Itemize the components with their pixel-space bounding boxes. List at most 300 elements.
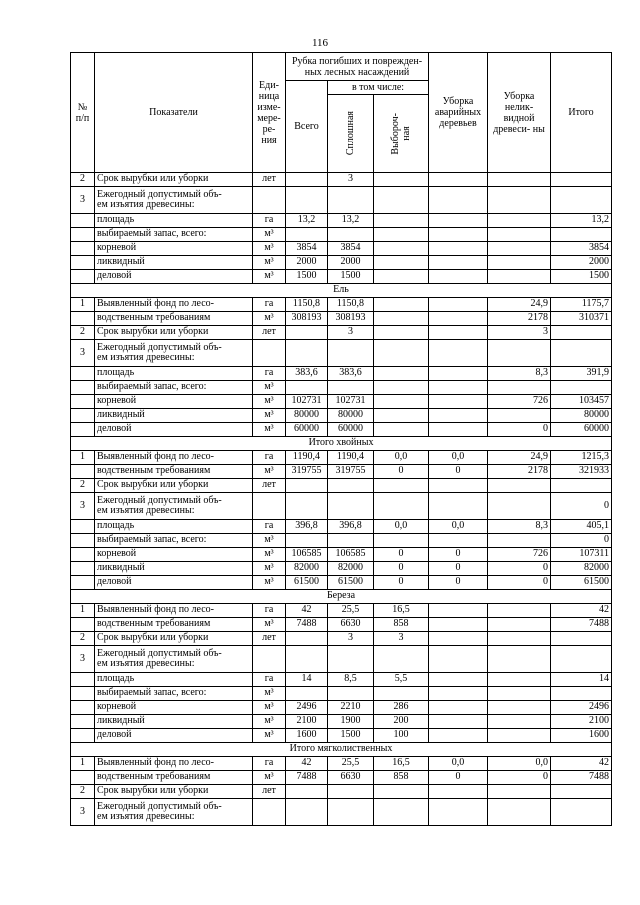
cell-solid: [328, 479, 374, 493]
row-num: [71, 381, 95, 395]
cell-selective: [374, 493, 429, 520]
cell-total-all: [286, 326, 328, 340]
cell-solid: 319755: [328, 465, 374, 479]
row-num: 2: [71, 479, 95, 493]
cell-emergency: 0: [429, 548, 488, 562]
cell-selective: [374, 214, 429, 228]
row-unit: м³: [253, 312, 286, 326]
cell-illiquid: [488, 534, 551, 548]
row-name: Выявленный фонд по лесо-: [95, 604, 253, 618]
table-row: [71, 451, 612, 465]
row-unit: лет: [253, 632, 286, 646]
cell-selective: 0,0: [374, 451, 429, 465]
cell-solid: 3: [328, 326, 374, 340]
row-name: ликвидный: [95, 409, 253, 423]
row-num: 3: [71, 646, 95, 673]
cell-solid: 60000: [328, 423, 374, 437]
row-num: [71, 729, 95, 743]
cell-emergency: [429, 214, 488, 228]
cell-illiquid: [488, 256, 551, 270]
cell-selective: [374, 395, 429, 409]
cell-illiquid: [488, 673, 551, 687]
table-row: [71, 187, 612, 214]
cell-selective: [374, 256, 429, 270]
cell-selective: 0: [374, 465, 429, 479]
cell-emergency: [429, 326, 488, 340]
cell-illiquid: 2178: [488, 312, 551, 326]
cell-selective: [374, 340, 429, 367]
table-row: [71, 562, 612, 576]
cell-emergency: [429, 298, 488, 312]
cell-selective: [374, 298, 429, 312]
row-name: Ежегодный допустимый объ- ем изъятия древесины:: [95, 340, 253, 367]
cell-total-all: 308193: [286, 312, 328, 326]
cell-total-all: [286, 340, 328, 367]
row-name: водственным требованиям: [95, 771, 253, 785]
cell-emergency: 0: [429, 562, 488, 576]
row-num: [71, 687, 95, 701]
header-total: Итого: [551, 53, 612, 173]
row-name: Ежегодный допустимый объ- ем изъятия древесины:: [95, 493, 253, 520]
cell-selective: [374, 479, 429, 493]
row-unit: м³: [253, 395, 286, 409]
row-name: Ежегодный допустимый объ- ем изъятия древесины:: [95, 187, 253, 214]
row-unit: м³: [253, 465, 286, 479]
row-num: [71, 534, 95, 548]
cell-selective: 0: [374, 548, 429, 562]
cell-illiquid: [488, 646, 551, 673]
row-name: выбираемый запас, всего:: [95, 687, 253, 701]
cell-solid: [328, 228, 374, 242]
table-row: [71, 701, 612, 715]
cell-emergency: 0: [429, 576, 488, 590]
cell-emergency: 0: [429, 771, 488, 785]
row-num: [71, 562, 95, 576]
row-num: [71, 423, 95, 437]
table-row: [71, 395, 612, 409]
cell-total-all: [286, 534, 328, 548]
cell-total: 2000: [551, 256, 612, 270]
cell-solid: [328, 687, 374, 701]
cell-solid: 2000: [328, 256, 374, 270]
header-solid: [328, 95, 374, 173]
row-num: [71, 673, 95, 687]
cell-emergency: [429, 228, 488, 242]
table-row: [71, 312, 612, 326]
cell-selective: [374, 646, 429, 673]
cell-illiquid: [488, 228, 551, 242]
row-name: корневой: [95, 395, 253, 409]
header-selective: [374, 95, 429, 173]
cell-solid: 6630: [328, 771, 374, 785]
cell-selective: 16,5: [374, 757, 429, 771]
cell-solid: 6630: [328, 618, 374, 632]
row-unit: га: [253, 298, 286, 312]
row-unit: га: [253, 214, 286, 228]
row-name: Срок вырубки или уборки: [95, 173, 253, 187]
cell-emergency: [429, 785, 488, 799]
row-unit: м³: [253, 423, 286, 437]
row-num: [71, 228, 95, 242]
cell-total-all: 1190,4: [286, 451, 328, 465]
cell-total-all: 80000: [286, 409, 328, 423]
cell-solid: [328, 381, 374, 395]
cell-illiquid: [488, 715, 551, 729]
row-name: водственным требованиям: [95, 465, 253, 479]
row-num: [71, 395, 95, 409]
cell-illiquid: [488, 687, 551, 701]
row-num: [71, 465, 95, 479]
row-unit: [253, 646, 286, 673]
cell-selective: 0: [374, 576, 429, 590]
cell-total: 7488: [551, 771, 612, 785]
cell-solid: 102731: [328, 395, 374, 409]
row-unit: м³: [253, 562, 286, 576]
cell-emergency: [429, 173, 488, 187]
cell-emergency: [429, 701, 488, 715]
row-num: [71, 618, 95, 632]
row-unit: лет: [253, 173, 286, 187]
row-name: площадь: [95, 520, 253, 534]
row-name: Выявленный фонд по лесо-: [95, 757, 253, 771]
row-unit: га: [253, 451, 286, 465]
row-num: [71, 715, 95, 729]
cell-selective: [374, 312, 429, 326]
cell-illiquid: [488, 381, 551, 395]
row-unit: м³: [253, 687, 286, 701]
row-unit: м³: [253, 548, 286, 562]
row-name: корневой: [95, 548, 253, 562]
cell-solid: 1900: [328, 715, 374, 729]
cell-total-all: 2496: [286, 701, 328, 715]
cell-solid: 308193: [328, 312, 374, 326]
row-unit: м³: [253, 771, 286, 785]
table-row: [71, 687, 612, 701]
section-row: [71, 590, 612, 604]
cell-emergency: [429, 715, 488, 729]
cell-solid: 1500: [328, 270, 374, 284]
row-num: [71, 242, 95, 256]
cell-total-all: 1600: [286, 729, 328, 743]
cell-total: 310371: [551, 312, 612, 326]
table-row: [71, 534, 612, 548]
cell-illiquid: [488, 799, 551, 826]
cell-total: 1600: [551, 729, 612, 743]
row-name: корневой: [95, 701, 253, 715]
cell-selective: [374, 270, 429, 284]
row-num: [71, 576, 95, 590]
cell-total-all: 396,8: [286, 520, 328, 534]
table-row: [71, 799, 612, 826]
cell-emergency: [429, 673, 488, 687]
row-name: площадь: [95, 367, 253, 381]
row-name: Срок вырубки или уборки: [95, 479, 253, 493]
header-including: в том числе:: [328, 81, 429, 95]
cell-solid: 25,5: [328, 604, 374, 618]
cell-illiquid: [488, 493, 551, 520]
cell-total: 0: [551, 534, 612, 548]
row-name: Выявленный фонд по лесо-: [95, 298, 253, 312]
cell-illiquid: [488, 729, 551, 743]
cell-total-all: 7488: [286, 618, 328, 632]
cell-selective: [374, 409, 429, 423]
cell-selective: 5,5: [374, 673, 429, 687]
cell-selective: 858: [374, 771, 429, 785]
row-name: выбираемый запас, всего:: [95, 381, 253, 395]
row-unit: га: [253, 367, 286, 381]
cell-total: 1500: [551, 270, 612, 284]
cell-selective: [374, 799, 429, 826]
table-row: [71, 298, 612, 312]
cell-total-all: [286, 687, 328, 701]
cell-illiquid: 0: [488, 771, 551, 785]
cell-solid: [328, 340, 374, 367]
cell-emergency: [429, 395, 488, 409]
table-body: [71, 173, 612, 826]
cell-emergency: [429, 799, 488, 826]
table-row: [71, 493, 612, 520]
cell-emergency: [429, 270, 488, 284]
table-row: [71, 785, 612, 799]
cell-solid: 82000: [328, 562, 374, 576]
cell-illiquid: 24,9: [488, 298, 551, 312]
cell-illiquid: 0,0: [488, 757, 551, 771]
cell-emergency: 0,0: [429, 757, 488, 771]
cell-emergency: [429, 479, 488, 493]
row-unit: м³: [253, 270, 286, 284]
row-unit: м³: [253, 618, 286, 632]
row-unit: [253, 799, 286, 826]
row-num: [71, 548, 95, 562]
cell-illiquid: [488, 632, 551, 646]
row-name: площадь: [95, 214, 253, 228]
cell-total-all: 1500: [286, 270, 328, 284]
cell-selective: [374, 534, 429, 548]
cell-selective: [374, 187, 429, 214]
cell-solid: 8,5: [328, 673, 374, 687]
table-row: [71, 729, 612, 743]
row-unit: м³: [253, 256, 286, 270]
cell-emergency: 0: [429, 465, 488, 479]
cell-solid: 2210: [328, 701, 374, 715]
cell-selective: [374, 367, 429, 381]
table-row: [71, 423, 612, 437]
header-total-all: Всего: [286, 81, 328, 173]
cell-total: [551, 785, 612, 799]
row-num: [71, 312, 95, 326]
row-num: 3: [71, 493, 95, 520]
header-emergency: Уборка аварийных деревьев: [429, 53, 488, 173]
cell-total: 103457: [551, 395, 612, 409]
cell-total-all: 14: [286, 673, 328, 687]
row-num: [71, 270, 95, 284]
section-row: [71, 437, 612, 451]
row-name: ликвидный: [95, 256, 253, 270]
row-name: Срок вырубки или уборки: [95, 632, 253, 646]
row-unit: лет: [253, 326, 286, 340]
row-num: 3: [71, 187, 95, 214]
table-row: [71, 326, 612, 340]
cell-total: [551, 340, 612, 367]
cell-total: 42: [551, 604, 612, 618]
row-unit: м³: [253, 534, 286, 548]
forest-felling-table: [70, 52, 612, 826]
row-num: 2: [71, 173, 95, 187]
table-row: [71, 548, 612, 562]
cell-solid: [328, 534, 374, 548]
row-unit: [253, 493, 286, 520]
cell-illiquid: [488, 214, 551, 228]
row-num: 2: [71, 326, 95, 340]
cell-solid: 396,8: [328, 520, 374, 534]
cell-solid: [328, 785, 374, 799]
cell-total-all: 1150,8: [286, 298, 328, 312]
table-row: [71, 381, 612, 395]
cell-solid: 25,5: [328, 757, 374, 771]
row-name: деловой: [95, 729, 253, 743]
cell-total: 61500: [551, 576, 612, 590]
header-felling: Рубка погибших и поврежден- ных лесных насаждений: [286, 53, 429, 81]
cell-illiquid: 0: [488, 576, 551, 590]
cell-selective: 286: [374, 701, 429, 715]
cell-illiquid: 8,3: [488, 367, 551, 381]
cell-selective: [374, 173, 429, 187]
cell-emergency: [429, 632, 488, 646]
cell-selective: [374, 326, 429, 340]
cell-emergency: [429, 604, 488, 618]
cell-emergency: [429, 242, 488, 256]
row-num: 2: [71, 632, 95, 646]
row-name: площадь: [95, 673, 253, 687]
cell-solid: 3: [328, 632, 374, 646]
section-title: Итого мягколиственных: [71, 743, 612, 757]
cell-total-all: 7488: [286, 771, 328, 785]
cell-illiquid: [488, 340, 551, 367]
row-num: [71, 701, 95, 715]
cell-solid: 80000: [328, 409, 374, 423]
cell-illiquid: 0: [488, 562, 551, 576]
table-row: [71, 367, 612, 381]
cell-selective: [374, 785, 429, 799]
cell-total: [551, 326, 612, 340]
cell-total: [551, 479, 612, 493]
cell-total: 3854: [551, 242, 612, 256]
cell-total: 107311: [551, 548, 612, 562]
row-num: [71, 409, 95, 423]
section-row: [71, 284, 612, 298]
cell-emergency: [429, 340, 488, 367]
cell-solid: 1150,8: [328, 298, 374, 312]
row-num: 1: [71, 604, 95, 618]
cell-emergency: [429, 729, 488, 743]
page-number: 116: [311, 37, 329, 49]
cell-selective: 100: [374, 729, 429, 743]
cell-total: [551, 687, 612, 701]
row-unit: га: [253, 757, 286, 771]
row-name: Выявленный фонд по лесо-: [95, 451, 253, 465]
cell-illiquid: [488, 785, 551, 799]
cell-emergency: [429, 618, 488, 632]
cell-solid: 3: [328, 173, 374, 187]
cell-emergency: [429, 534, 488, 548]
table-row: [71, 618, 612, 632]
cell-solid: 383,6: [328, 367, 374, 381]
cell-selective: 3: [374, 632, 429, 646]
cell-total: 14: [551, 673, 612, 687]
cell-emergency: [429, 409, 488, 423]
row-num: 1: [71, 757, 95, 771]
row-num: 2: [71, 785, 95, 799]
row-num: 3: [71, 340, 95, 367]
cell-total: 0: [551, 493, 612, 520]
table-row: [71, 576, 612, 590]
cell-total-all: [286, 646, 328, 673]
row-name: корневой: [95, 242, 253, 256]
cell-solid: [328, 646, 374, 673]
cell-selective: [374, 381, 429, 395]
cell-illiquid: [488, 173, 551, 187]
cell-illiquid: 8,3: [488, 520, 551, 534]
row-name: деловой: [95, 270, 253, 284]
cell-total-all: [286, 479, 328, 493]
row-num: [71, 214, 95, 228]
header-illiquid: Уборка нелик- видной древеси- ны: [488, 53, 551, 173]
cell-total: 2100: [551, 715, 612, 729]
header-unit: Еди- ница изме- мере- ре- ния: [253, 53, 286, 173]
row-unit: м³: [253, 576, 286, 590]
cell-selective: [374, 242, 429, 256]
cell-emergency: [429, 493, 488, 520]
cell-illiquid: [488, 270, 551, 284]
row-name: водственным требованиям: [95, 618, 253, 632]
row-unit: лет: [253, 479, 286, 493]
row-name: деловой: [95, 423, 253, 437]
table-row: [71, 173, 612, 187]
cell-total: 1175,7: [551, 298, 612, 312]
cell-total: 82000: [551, 562, 612, 576]
cell-illiquid: [488, 479, 551, 493]
table-row: [71, 632, 612, 646]
table-row: [71, 256, 612, 270]
cell-total: 7488: [551, 618, 612, 632]
cell-total-all: 3854: [286, 242, 328, 256]
table-row: [71, 604, 612, 618]
cell-total-all: [286, 228, 328, 242]
header-selective-label: Выбороч- ная: [390, 112, 412, 155]
cell-selective: [374, 687, 429, 701]
cell-selective: 858: [374, 618, 429, 632]
cell-selective: 0,0: [374, 520, 429, 534]
table-row: [71, 465, 612, 479]
row-unit: [253, 187, 286, 214]
cell-emergency: 0,0: [429, 520, 488, 534]
row-unit: м³: [253, 729, 286, 743]
row-unit: м³: [253, 381, 286, 395]
cell-solid: 106585: [328, 548, 374, 562]
row-unit: м³: [253, 701, 286, 715]
cell-total-all: 61500: [286, 576, 328, 590]
cell-emergency: [429, 381, 488, 395]
row-name: водственным требованиям: [95, 312, 253, 326]
cell-emergency: [429, 367, 488, 381]
table-row: [71, 673, 612, 687]
row-name: Срок вырубки или уборки: [95, 785, 253, 799]
cell-emergency: [429, 187, 488, 214]
row-unit: га: [253, 520, 286, 534]
row-num: 1: [71, 451, 95, 465]
cell-selective: 16,5: [374, 604, 429, 618]
row-name: деловой: [95, 576, 253, 590]
